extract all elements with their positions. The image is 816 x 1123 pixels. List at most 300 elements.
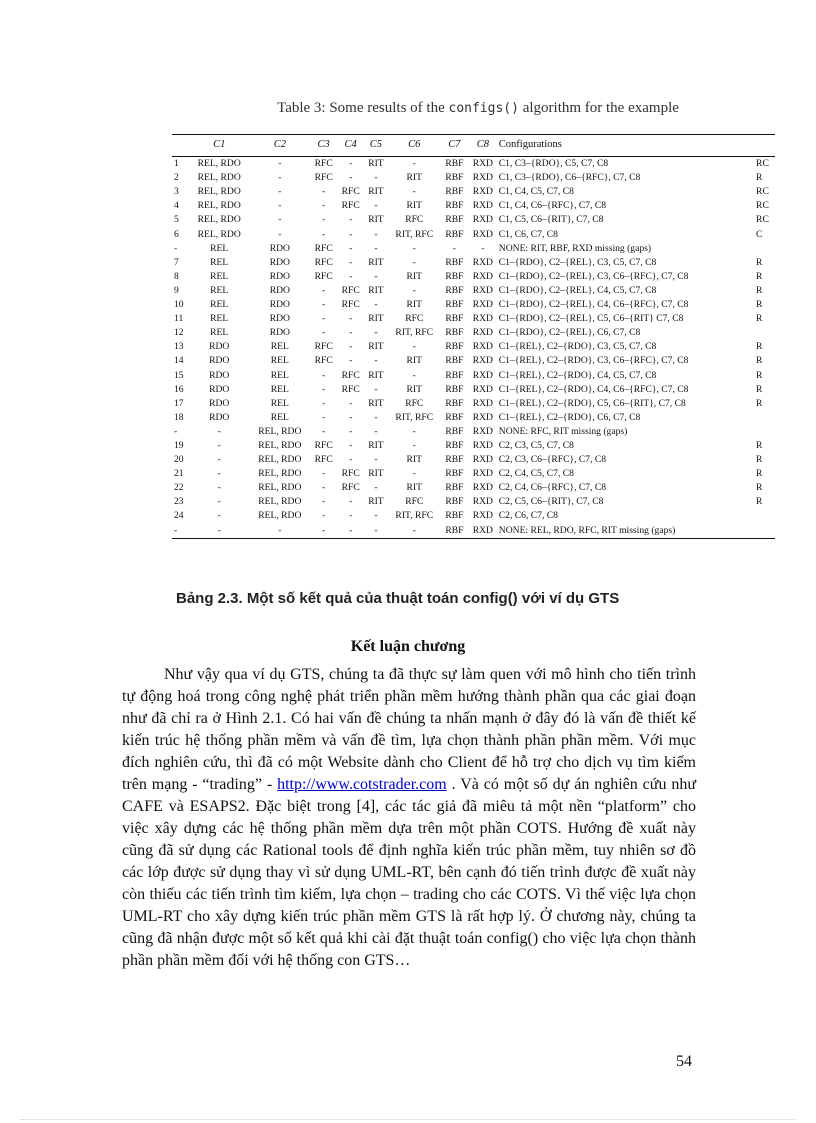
table-cell: -: [278, 186, 282, 198]
header-cell: C6: [408, 139, 421, 150]
table-cell: REL: [270, 341, 289, 353]
results-table-wrapper: [172, 134, 775, 539]
table-cell: RFC: [314, 242, 333, 254]
table-cell: -: [217, 524, 221, 536]
table-cell: -: [322, 369, 326, 381]
table-cell: [755, 411, 775, 425]
table-cell: RDO: [269, 284, 290, 296]
table-cell: -: [217, 468, 221, 480]
table-cell: -: [452, 242, 456, 254]
header-cell: C2: [273, 139, 286, 150]
table-cell: -: [322, 299, 326, 311]
table-cell: -: [322, 510, 326, 522]
table-cell: RXD: [472, 228, 493, 240]
table-cell: -: [322, 228, 326, 240]
table-cell: RBF: [445, 158, 464, 170]
table-cell: 10: [174, 299, 184, 311]
table-cell: -: [349, 228, 353, 240]
table-cell: RFC: [341, 482, 360, 494]
table-row: [172, 509, 775, 523]
table-cell: RIT: [368, 439, 384, 451]
table-cell: RFC: [341, 186, 360, 198]
table-cell: RFC: [341, 284, 360, 296]
table-row: [172, 340, 775, 354]
table-cell: RBF: [445, 454, 464, 466]
table-cell: -: [412, 186, 416, 198]
table-cell: REL: [210, 284, 229, 296]
table-cell: C1–{REL}, C2–{RDO}, C4, C5, C7, C8: [498, 369, 657, 381]
table-cell: RFC: [405, 313, 424, 325]
table-cell: -: [322, 482, 326, 494]
table-cell: -: [412, 524, 416, 536]
header-cell: Configurations: [498, 139, 562, 150]
table-cell: C1–{REL}, C2–{RDO}, C3, C5, C7, C8: [498, 341, 657, 353]
table-row: [172, 199, 775, 213]
table-cell: RFC: [314, 270, 333, 282]
table-cell: C1–{REL}, C2–{RDO}, C3, C6–{RFC}, C7, C8: [498, 355, 689, 367]
table-cell: NONE: RIT, RBF, RXD missing (gaps): [498, 242, 652, 254]
table-cell: C1–{REL}, C2–{RDO}, C6, C7, C8: [498, 411, 641, 423]
table-row: [172, 228, 775, 242]
table-cell: R: [756, 482, 763, 494]
table-cell: -: [217, 510, 221, 522]
table-cell: RIT: [368, 214, 384, 226]
table-cell: -: [278, 524, 282, 536]
table-cell: REL, RDO: [197, 228, 241, 240]
table-cell: RIT: [368, 256, 384, 268]
table-cell: RDO: [269, 327, 290, 339]
table-cell: RXD: [472, 172, 493, 184]
table-cell: -: [322, 214, 326, 226]
table-cell: RBF: [445, 397, 464, 409]
table-cell: REL, RDO: [197, 214, 241, 226]
table-cell: -: [349, 313, 353, 325]
table-cell: RXD: [472, 299, 493, 311]
table-cell: RBF: [445, 411, 464, 423]
table-cell: -: [349, 454, 353, 466]
table-cell: -: [349, 425, 353, 437]
table-cell: RIT: [406, 200, 422, 212]
table-cell: C2, C5, C6–{RIT}, C7, C8: [498, 496, 604, 508]
table-cell: REL: [270, 397, 289, 409]
table-cell: RBF: [445, 496, 464, 508]
table-cell: C1–{REL}, C2–{RDO}, C5, C6–{RIT}, C7, C8: [498, 397, 686, 409]
table-cell: C1, C3–{RDO}, C6–{RFC}, C7, C8: [498, 172, 641, 184]
table-cell: -: [412, 242, 416, 254]
table-cell: REL, RDO: [197, 158, 241, 170]
table-cell: 11: [174, 313, 184, 325]
table-cell: -: [349, 172, 353, 184]
table-cell: -: [349, 270, 353, 282]
table-cell: -: [374, 172, 378, 184]
table-cell: RIT: [368, 284, 384, 296]
table-cell: R: [756, 397, 763, 409]
table-cell: -: [278, 158, 282, 170]
table-cell: R: [756, 341, 763, 353]
conclusion-paragraph: [122, 664, 696, 972]
table-cell: [755, 509, 775, 523]
header-cell: C3: [317, 139, 330, 150]
table-row: [172, 185, 775, 199]
header-cell: [755, 135, 775, 157]
table-cell: 14: [174, 355, 184, 367]
table-cell: 22: [174, 482, 184, 494]
table-cell: RFC: [314, 172, 333, 184]
table-cell: RBF: [445, 186, 464, 198]
table-cell: REL, RDO: [258, 454, 302, 466]
table-cell: -: [412, 158, 416, 170]
table-cell: -: [349, 510, 353, 522]
table-cell: -: [322, 186, 326, 198]
table-cell: REL, RDO: [197, 186, 241, 198]
table-cell: RIT: [368, 468, 384, 480]
page-bottom-rule: [20, 1119, 796, 1120]
table-cell: RDO: [209, 383, 230, 395]
table-cell: C1, C4, C6–{RFC}, C7, C8: [498, 200, 607, 212]
table-cell: RFC: [314, 439, 333, 451]
table-cell: RBF: [445, 482, 464, 494]
table-cell: -: [322, 327, 326, 339]
table-cell: RXD: [472, 200, 493, 212]
table-row: [172, 495, 775, 509]
table-row: [172, 524, 775, 539]
table-cell: R: [756, 313, 763, 325]
table-cell: -: [374, 524, 378, 536]
table-cell: RIT: [406, 454, 422, 466]
table-cell: -: [374, 270, 378, 282]
table-cell: RBF: [445, 256, 464, 268]
table-cell: R: [756, 454, 763, 466]
table-cell: -: [374, 425, 378, 437]
table-cell: [755, 242, 775, 256]
table-cell: -: [412, 369, 416, 381]
cotstrader-link[interactable]: http://www.cotstrader.com: [277, 776, 447, 793]
table-cell: C1, C5, C6–{RIT}, C7, C8: [498, 214, 604, 226]
table-cell: RIT: [406, 299, 422, 311]
table-cell: -: [349, 341, 353, 353]
table-cell: RIT, RFC: [395, 411, 434, 423]
header-cell: C8: [476, 139, 489, 150]
table-cell: R: [756, 383, 763, 395]
table-cell: [755, 326, 775, 340]
table-cell: REL, RDO: [197, 172, 241, 184]
table-cell: C: [756, 228, 763, 240]
table-cell: REL, RDO: [258, 510, 302, 522]
table-row: [172, 270, 775, 284]
table-cell: -: [412, 284, 416, 296]
table-cell: 16: [174, 383, 184, 395]
table-cell: NONE: REL, RDO, RFC, RIT missing (gaps): [498, 524, 676, 536]
table-cell: RBF: [445, 299, 464, 311]
table-cell: RFC: [341, 200, 360, 212]
paragraph-before-link: Như vậy qua ví dụ GTS, chúng ta đã thực sự làm quen với mô hình cho tiến trình tự động hoá trong công nghệ phát triển phần mềm hướng thành phần qua các giai đoạn như đã chỉ ra ở Hình 2.1. Có hai vấn đề chúng ta nhấn mạnh ở đây đó là vấn đề thiết kế kiến trúc hệ thống phần mềm và vấn đề tìm, lựa chọn thành phần phần mềm. Với mục đích nghiên cứu, thì đã có một Website dành cho Client để hỗ trợ cho dịch vụ tìm kiếm trên mạng - “trading” -: [122, 666, 696, 793]
table-cell: RIT, RFC: [395, 510, 434, 522]
table-cell: RDO: [209, 411, 230, 423]
table-cell: 17: [174, 397, 184, 409]
table-cell: -: [349, 355, 353, 367]
table-cell: -: [349, 496, 353, 508]
table-cell: 7: [174, 256, 179, 268]
table-cell: C1–{RDO}, C2–{REL}, C5, C6–{RIT} C7, C8: [498, 313, 684, 325]
table-cell: RXD: [472, 411, 493, 423]
table-cell: 23: [174, 496, 184, 508]
table-cell: C1, C4, C5, C7, C8: [498, 186, 574, 198]
table-cell: 4: [174, 200, 179, 212]
table-cell: RDO: [269, 313, 290, 325]
table-cell: RXD: [472, 439, 493, 451]
table-cell: 3: [174, 186, 179, 198]
table-cell: RBF: [445, 172, 464, 184]
table-header-row: [172, 135, 775, 157]
table-cell: RXD: [472, 369, 493, 381]
table-cell: RFC: [314, 355, 333, 367]
table-row: [172, 397, 775, 411]
table-cell: REL, RDO: [258, 482, 302, 494]
table-cell: C2, C6, C7, C8: [498, 510, 558, 522]
table-cell: -: [217, 496, 221, 508]
table-row: [172, 467, 775, 481]
table-row: [172, 481, 775, 495]
table-row: [172, 312, 775, 326]
table-cell: -: [278, 172, 282, 184]
table-cell: R: [756, 299, 763, 311]
table-row: [172, 453, 775, 467]
table-row: [172, 411, 775, 425]
table-cell: -: [322, 397, 326, 409]
results-table: [172, 134, 775, 539]
table-cell: R: [756, 439, 763, 451]
table-cell: -: [174, 524, 178, 536]
table-cell: RDO: [269, 242, 290, 254]
table-cell: RC: [756, 186, 769, 198]
table-cell: 12: [174, 327, 184, 339]
table-cell: RIT: [368, 397, 384, 409]
table-cell: -: [412, 256, 416, 268]
table-cell: C2, C4, C6–{RFC}, C7, C8: [498, 482, 607, 494]
table-cell: RBF: [445, 200, 464, 212]
table-caption-suffix: algorithm for the example: [522, 100, 679, 116]
table-row: [172, 439, 775, 453]
table-cell: R: [756, 468, 763, 480]
table-cell: RBF: [445, 341, 464, 353]
table-cell: RBF: [445, 284, 464, 296]
table-cell: -: [174, 242, 178, 254]
table-cell: -: [374, 299, 378, 311]
table-cell: RDO: [269, 299, 290, 311]
table-cell: REL: [210, 327, 229, 339]
table-cell: REL: [210, 256, 229, 268]
table-cell: RFC: [341, 468, 360, 480]
table-cell: RDO: [209, 369, 230, 381]
table-cell: RBF: [445, 369, 464, 381]
table-cell: RXD: [472, 256, 493, 268]
table-cell: R: [756, 270, 763, 282]
table-cell: 18: [174, 411, 184, 423]
table-cell: RXD: [472, 355, 493, 367]
table-cell: RDO: [209, 341, 230, 353]
table-row: [172, 242, 775, 256]
table-cell: -: [349, 411, 353, 423]
table-cell: RXD: [472, 425, 493, 437]
table-cell: REL, RDO: [258, 496, 302, 508]
table-cell: -: [349, 439, 353, 451]
table-cell: RBF: [445, 524, 464, 536]
table-cell: 13: [174, 341, 184, 353]
table-row: [172, 171, 775, 185]
table-cell: -: [374, 482, 378, 494]
page-number: 54: [676, 1053, 692, 1070]
table-cell: REL: [210, 242, 229, 254]
table-cell: RC: [756, 214, 769, 226]
table-cell: -: [374, 200, 378, 212]
table-cell: RXD: [472, 468, 493, 480]
table-cell: RDO: [269, 256, 290, 268]
table-cell: 24: [174, 510, 184, 522]
table-cell: RXD: [472, 496, 493, 508]
table-cell: -: [349, 327, 353, 339]
table-cell: RIT, RFC: [395, 327, 434, 339]
table-cell: 6: [174, 228, 179, 240]
table-cell: -: [412, 425, 416, 437]
table-cell: C1–{RDO}, C2–{REL}, C4, C5, C7, C8: [498, 284, 657, 296]
table-cell: -: [217, 454, 221, 466]
table-cell: REL: [270, 411, 289, 423]
table-cell: RXD: [472, 397, 493, 409]
table-cell: RIT: [406, 172, 422, 184]
table-cell: -: [322, 200, 326, 212]
table-cell: R: [756, 369, 763, 381]
table-cell: RXD: [472, 510, 493, 522]
body-text: [122, 664, 696, 972]
table-cell: 8: [174, 270, 179, 282]
table-caption: [0, 100, 816, 117]
table-cell: 5: [174, 214, 179, 226]
table-cell: C1, C3–{RDO}, C5, C7, C8: [498, 158, 609, 170]
table-cell: RIT: [406, 482, 422, 494]
table-cell: RXD: [472, 327, 493, 339]
table-cell: RIT: [406, 355, 422, 367]
table-cell: RIT: [368, 369, 384, 381]
table-cell: -: [349, 158, 353, 170]
table-cell: RFC: [341, 299, 360, 311]
paragraph-after-link: . Và có một số dự án nghiên cứu như CAFE và ESAPS2. Đặc biệt trong [4], các tác giả đã miêu tả một nền “platform” cho việc xây dựng các hệ thống phần mềm dựa trên một phần COTS. Hướng đề xuất này cũng đã sử dụng các Rational tools để định nghĩa kiến trúc phần mềm, tuy nhiên sơ đồ các lớp được sử dụng thay vì sử dụng UML-RT, bên cạnh đó tiến trình được đề xuất này còn thiếu các tiến trình tìm kiếm, lựa chọn – trading cho các COTS. Vì thế việc lựa chọn UML-RT cho xây dựng kiến trúc phần mềm GTS là rất hợp lý. Ở chương này, chúng ta cũng đã nhận được một số kết quả khi cài đặt thuật toán config() cho việc lựa chọn thành phần phần mềm đối với hệ thống con GTS…: [122, 776, 697, 969]
table-row: [172, 369, 775, 383]
table-cell: -: [322, 313, 326, 325]
table-cell: RXD: [472, 284, 493, 296]
table-cell: RIT: [406, 270, 422, 282]
table-row: [172, 157, 775, 172]
table-cell: -: [374, 242, 378, 254]
table-cell: -: [374, 355, 378, 367]
table-cell: -: [217, 439, 221, 451]
table-cell: RC: [756, 200, 769, 212]
table-cell: -: [374, 383, 378, 395]
table-cell: RFC: [341, 369, 360, 381]
table-cell: -: [174, 425, 178, 437]
table-row: [172, 284, 775, 298]
table-cell: RDO: [209, 397, 230, 409]
table-cell: RBF: [445, 439, 464, 451]
table-cell: RFC: [314, 454, 333, 466]
table-cell: -: [322, 284, 326, 296]
table-cell: [755, 425, 775, 439]
table-cell: RFC: [314, 341, 333, 353]
table-cell: -: [412, 468, 416, 480]
table-cell: -: [322, 425, 326, 437]
table-cell: C1–{RDO}, C2–{REL}, C3, C5, C7, C8: [498, 256, 657, 268]
table-cell: RXD: [472, 214, 493, 226]
table-row: [172, 213, 775, 227]
table-cell: -: [322, 411, 326, 423]
table-cell: -: [349, 214, 353, 226]
table-cell: -: [374, 454, 378, 466]
table-cell: RIT: [368, 186, 384, 198]
table-cell: RBF: [445, 383, 464, 395]
table-cell: REL: [270, 355, 289, 367]
table-cell: RIT: [368, 496, 384, 508]
table-cell: RBF: [445, 228, 464, 240]
table-cell: -: [374, 510, 378, 522]
table-row: [172, 383, 775, 397]
table-cell: RBF: [445, 327, 464, 339]
table-cell: RXD: [472, 186, 493, 198]
table-cell: R: [756, 284, 763, 296]
table-cell: -: [217, 482, 221, 494]
table-cell: RXD: [472, 383, 493, 395]
table-cell: REL: [210, 299, 229, 311]
header-cell: [172, 135, 189, 157]
table-cell: RXD: [472, 454, 493, 466]
table-cell: REL: [210, 270, 229, 282]
table-row: [172, 326, 775, 340]
table-cell: REL, RDO: [197, 200, 241, 212]
table-cell: -: [278, 214, 282, 226]
table-cell: RIT: [368, 158, 384, 170]
table-cell: C2, C3, C5, C7, C8: [498, 439, 574, 451]
table-cell: RFC: [341, 383, 360, 395]
table-cell: REL: [210, 313, 229, 325]
table-cell: REL, RDO: [258, 468, 302, 480]
table-cell: -: [412, 439, 416, 451]
table-cell: -: [322, 496, 326, 508]
table-cell: -: [374, 327, 378, 339]
table-cell: R: [756, 355, 763, 367]
table-cell: C1, C6, C7, C8: [498, 228, 558, 240]
table-cell: [755, 524, 775, 539]
table-cell: -: [349, 256, 353, 268]
table-cell: 1: [174, 158, 179, 170]
table-cell: R: [756, 256, 763, 268]
header-cell: C4: [344, 139, 357, 150]
table-cell: RXD: [472, 341, 493, 353]
table-cell: RC: [756, 158, 769, 170]
table-cell: RFC: [405, 214, 424, 226]
table-cell: REL: [270, 369, 289, 381]
table-cell: 15: [174, 369, 184, 381]
table-cell: -: [374, 228, 378, 240]
table-cell: 19: [174, 439, 184, 451]
table-caption-prefix: Table 3: Some results of the: [277, 100, 445, 116]
table-cell: -: [349, 397, 353, 409]
table-cell: REL: [270, 383, 289, 395]
table-cell: C1–{RDO}, C2–{REL}, C6, C7, C8: [498, 327, 641, 339]
table-cell: -: [322, 468, 326, 480]
table-cell: -: [278, 200, 282, 212]
table-cell: C2, C3, C6–{RFC}, C7, C8: [498, 454, 607, 466]
header-cell: C1: [213, 139, 226, 150]
table-row: [172, 298, 775, 312]
table-cell: C1–{RDO}, C2–{REL}, C4, C6–{RFC}, C7, C8: [498, 299, 689, 311]
